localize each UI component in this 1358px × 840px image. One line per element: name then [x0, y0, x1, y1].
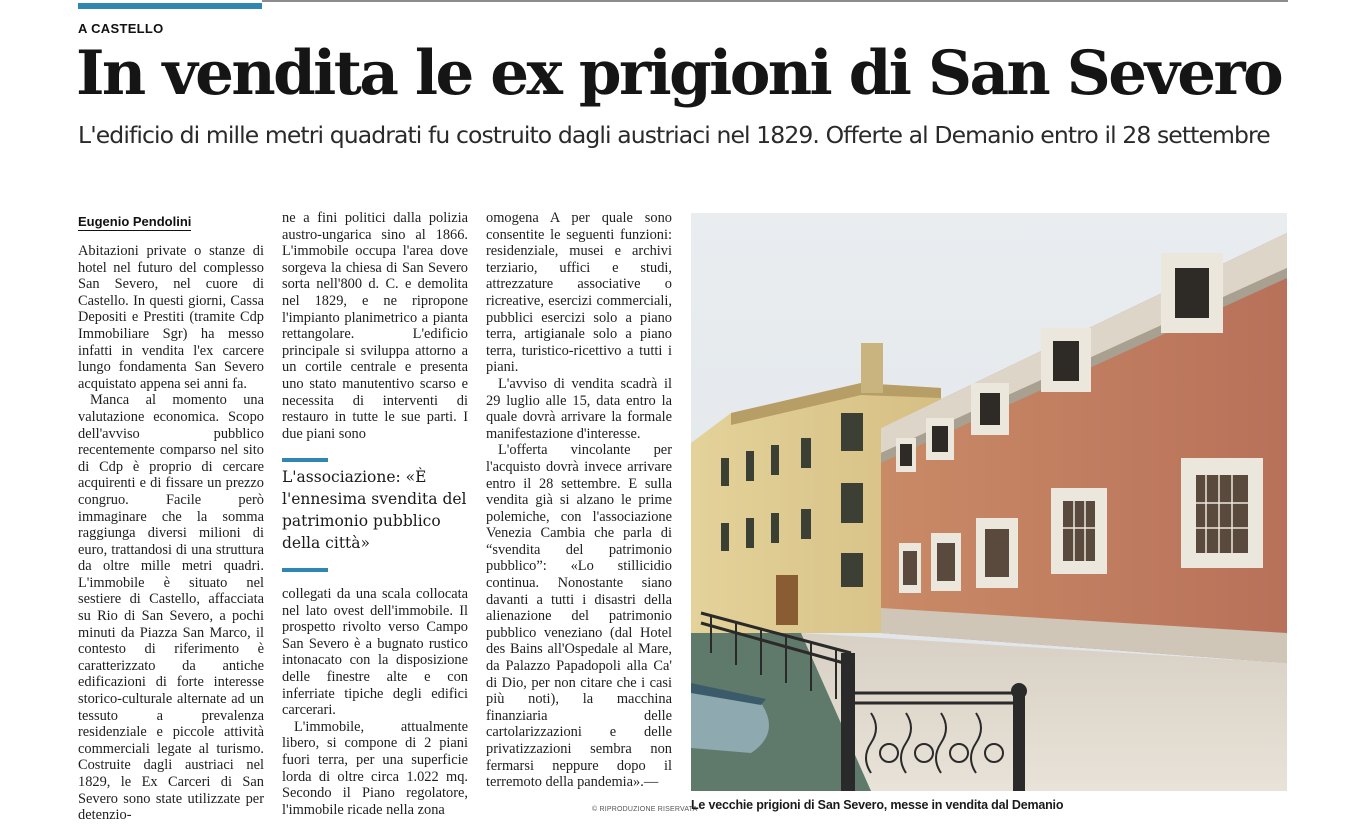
paragraph: Abitazioni private o stanze di hotel nel futuro del complesso San Severo, nel cuore di Castello. In questi giorni, Cassa Depositi e Prestiti (tramite Cdp Immobiliare Sgr) ha messo infatti in vendita l'ex carcere lungo fondamenta San Severo acquistato appena sei anni fa.	[78, 243, 264, 392]
body-column-1	[78, 243, 264, 824]
copyright-notice: © RIPRODUZIONE RISERVATA	[592, 806, 698, 813]
paragraph: Manca al momento una valutazione economica. Scopo dell'avviso pubblico recentemente comparso nel sito di Cdp è proprio di cercare acquirenti e di fissare un prezzo congruo. Facile però immaginare che la somma raggiunga diversi milioni di euro, trattandosi di una struttura da oltre mille metri quadri. L'immobile è situato nel sestiere di Castello, affacciata su Rio di San Severo, a pochi minuti da Piazza San Marco, il contesto di riferimento è caratterizzato da antiche edificazioni di forte interesse storico-culturale alternate ad un tessuto a prevalenza residenziale e piccole attività commerciali legate al turismo. Costruite dagli austriaci nel 1829, le Ex Carceri di San Severo sono state utilizzate per detenzio-	[78, 392, 264, 824]
paragraph: L'immobile, attualmente libero, si compone di 2 piani fuori terra, per una superficie lorda di oltre circa 1.022 mq. Secondo il Piano regolatore, l'immobile ricade nella zona	[282, 718, 468, 818]
pullquote: L'associazione: «È l'ennesima svendita del patrimonio pubblico della città»	[282, 468, 467, 552]
byline: Eugenio Pendolini	[78, 214, 192, 229]
pullquote-bottom-bar	[282, 568, 328, 572]
paragraph: ne a fini politici dalla polizia austro-ungarica sino al 1866. L'immobile occupa l'area dove sorgeva la chiesa di San Severo sorta nell'800 d. C. e demolita nel 1829, e ne ripropone l'impianto planimetrico a pianta rettangolare. L'edificio principale si sviluppa attorno a un cortile centrale e presenta uno stato manutentivo scarso e necessita di interventi di restauro in tutte le sue parti. I due piani sono	[282, 210, 468, 442]
paragraph: L'offerta vincolante per l'acquisto dovrà invece arrivare entro il 28 settembre. E sulla vendita già si alzano le prime polemiche, con l'associazione Venezia Cambia che parla di “svendita del patrimonio pubblico”: «Lo stillicidio continua. Nonostante siano davanti a tutti i disastri della alienazione del patrimonio pubblico veneziano (dal Hotel des Bains all'Ospedale al Mare, da Palazzo Papadopoli alla Ca' di Dio, per non citare che i casi più noti), la macchina finanziaria delle cartolarizzazioni e delle privatizzazioni sembra non fermarsi neppure dopo il terremoto della pandemia».—	[486, 442, 672, 791]
section-kicker: A CASTELLO	[78, 21, 164, 36]
body-column-2-top	[282, 210, 468, 442]
section-accent-bar	[78, 3, 262, 9]
photo-caption: Le vecchie prigioni di San Severo, messe in vendita dal Demanio	[691, 798, 1064, 812]
body-column-3	[486, 210, 672, 791]
article-photo	[691, 213, 1287, 791]
subheadline: L'edificio di mille metri quadrati fu costruito dagli austriaci nel 1829. Offerte al Demanio entro il 28 settembre	[78, 121, 1270, 149]
paragraph: L'avviso di vendita scadrà il 29 luglio alle 15, data entro la quale dovrà arrivare la formale manifestazione d'interesse.	[486, 375, 672, 442]
headline: In vendita le ex prigioni di San Severo	[76, 38, 1282, 109]
paragraph: omogena A per quale sono consentite le seguenti funzioni: residenziale, musei e archivi terziario, uffici e studi, attrezzature associative o ricreative, esercizi commerciali, pubblici esercizi solo a piano terra, artigianale solo a piano terra, turistico-ricettivo a tutti i piani.	[486, 210, 672, 376]
pullquote-accent-bar	[282, 458, 328, 462]
body-column-2-bottom	[282, 586, 468, 818]
paragraph: collegati da una scala collocata nel lato ovest dell'immobile. Il prospetto rivolto verso Campo San Severo è a bugnato rustico intonacato con la disposizione delle finestre alte e con inferriate tipiche degli edifici carcerari.	[282, 586, 468, 719]
top-rule	[262, 0, 1288, 2]
